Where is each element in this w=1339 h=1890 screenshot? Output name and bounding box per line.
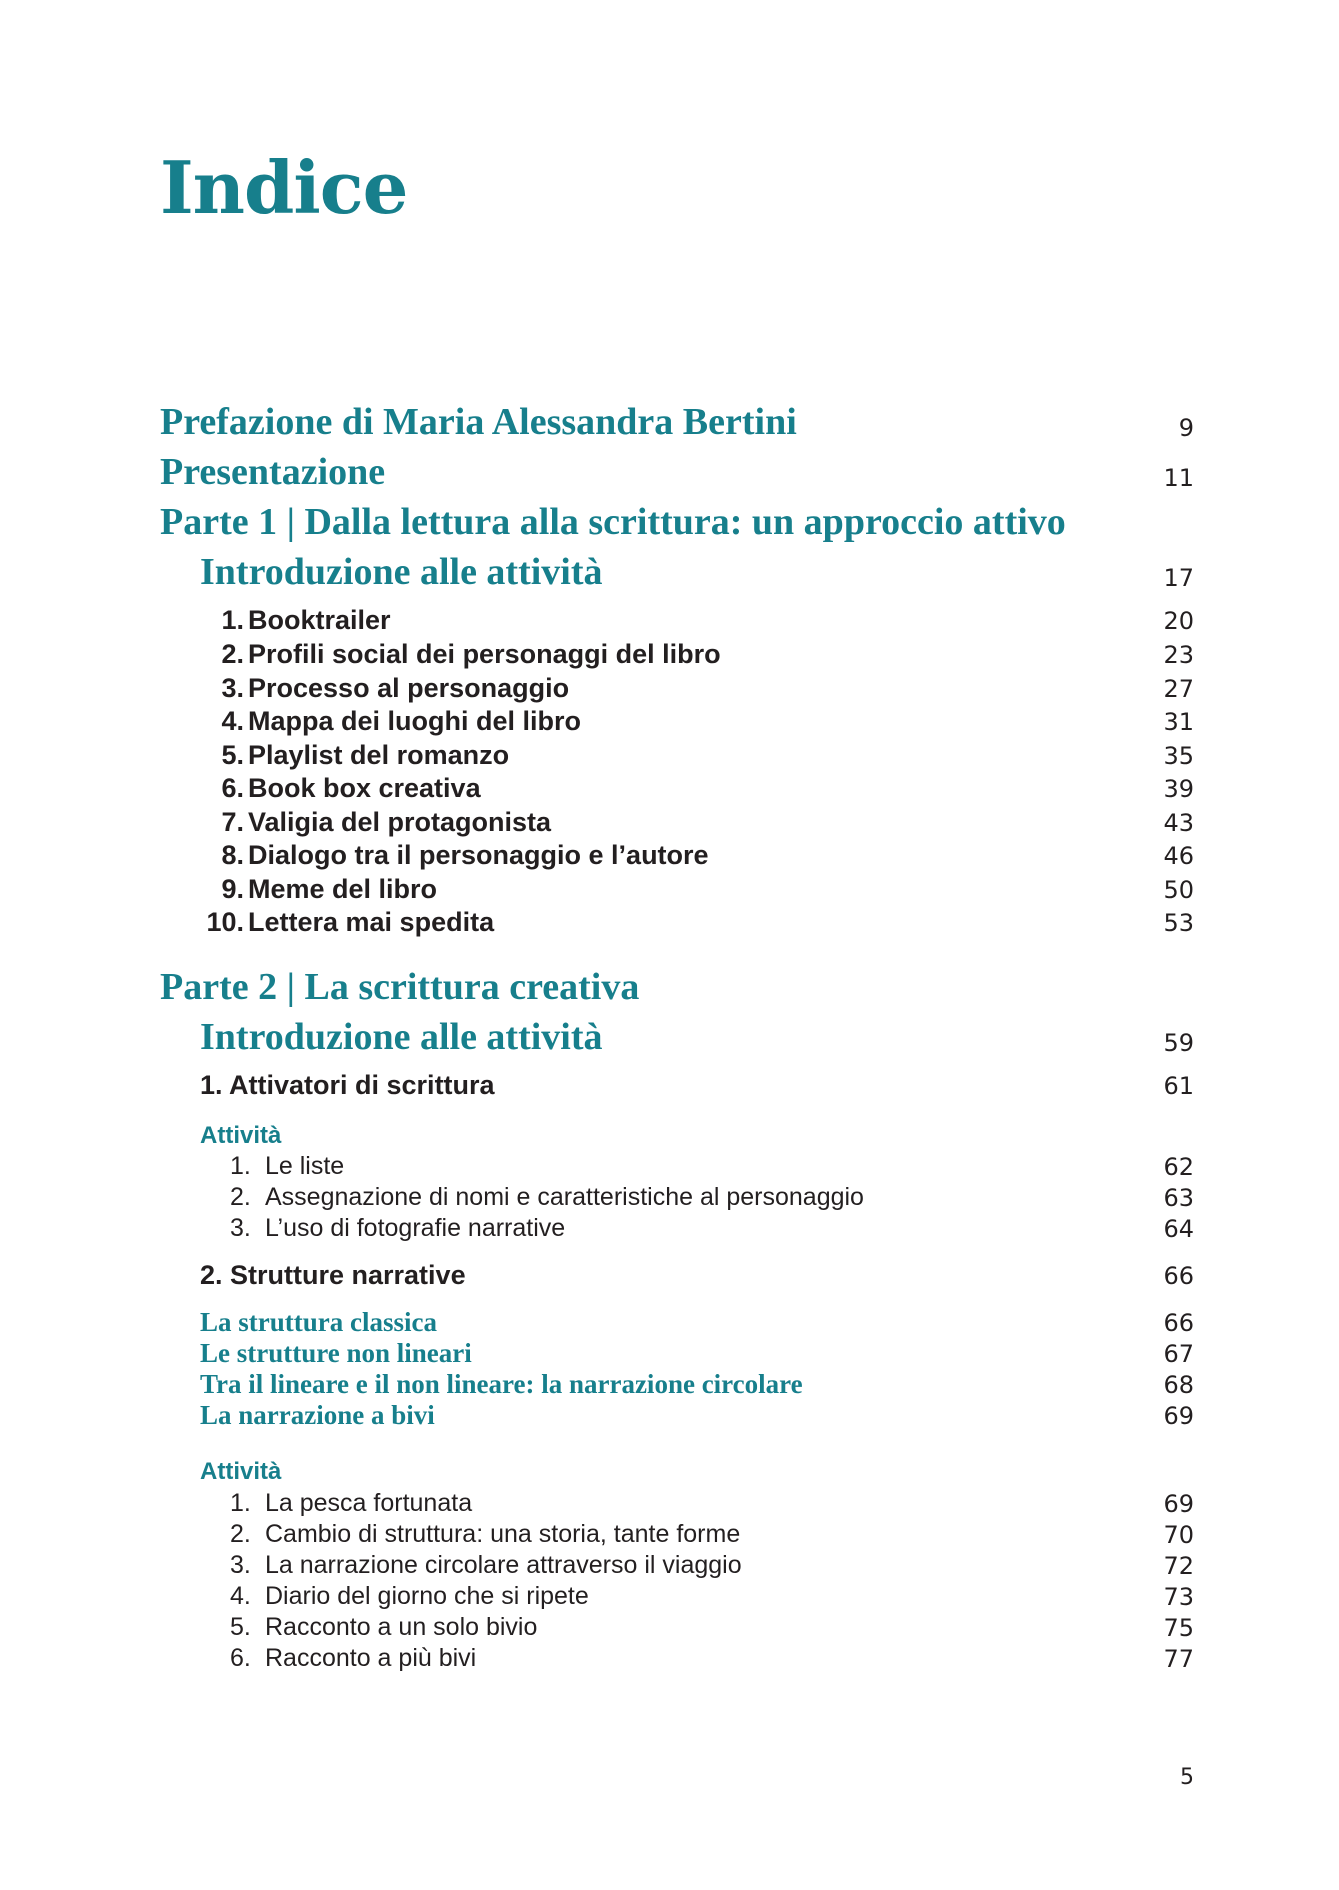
toc-item-page: 20 — [1163, 607, 1194, 635]
toc-item-number: 7. — [221, 807, 244, 837]
toc-item-number: 6. — [221, 773, 244, 803]
activity-page: 64 — [1163, 1215, 1194, 1243]
toc-item-page: 43 — [1163, 809, 1194, 837]
toc-item-label: Valigia del protagonista — [248, 807, 552, 837]
subsection-label: La struttura classica — [200, 1307, 437, 1337]
toc-item-page: 39 — [1163, 775, 1194, 803]
toc-item-label: Processo al personaggio — [248, 673, 570, 703]
toc-item-page: 31 — [1163, 708, 1194, 736]
activity-label: Cambio di struttura: una storia, tante forme — [265, 1520, 741, 1548]
toc-entry-page: 9 — [1178, 414, 1194, 442]
activity-page: 77 — [1163, 1645, 1194, 1673]
toc-entry-label: Prefazione di Maria Alessandra Bertini — [160, 401, 797, 443]
subsection-label: Le strutture non lineari — [200, 1338, 472, 1368]
toc-item-page: 27 — [1163, 675, 1194, 703]
toc-item-label: Mappa dei luoghi del libro — [248, 706, 582, 736]
toc-item-page: 53 — [1163, 909, 1194, 937]
activity-number: 1. — [230, 1489, 251, 1517]
toc-part-label: Parte 2 | La scrittura creativa — [160, 966, 640, 1008]
toc-section-label: 1. Attivatori di scrittura — [200, 1070, 495, 1100]
activity-number: 3. — [230, 1551, 251, 1579]
subsection-page: 67 — [1163, 1340, 1194, 1368]
toc-item-label: Profili social dei personaggi del libro — [248, 639, 721, 669]
toc-entry-page: 59 — [1163, 1029, 1194, 1057]
activity-label: La narrazione circolare attraverso il viaggio — [265, 1551, 742, 1579]
activity-label: Le liste — [265, 1152, 345, 1180]
activity-label: Racconto a un solo bivio — [265, 1613, 538, 1641]
toc-item-label: Booktrailer — [248, 605, 391, 635]
subsection-page: 68 — [1163, 1371, 1194, 1399]
toc-item-page: 50 — [1163, 876, 1194, 904]
subsection-page: 66 — [1163, 1309, 1194, 1337]
activity-page: 70 — [1163, 1521, 1194, 1549]
toc-item-number: 9. — [221, 874, 244, 904]
activity-label: Assegnazione di nomi e caratteristiche al personaggio — [265, 1183, 864, 1211]
toc-section-page: 61 — [1163, 1072, 1194, 1100]
toc-entry-label: Presentazione — [160, 451, 386, 493]
toc-item-number: 3. — [221, 673, 244, 703]
subsection-page: 69 — [1163, 1402, 1194, 1430]
activity-heading: Attività — [200, 1458, 282, 1485]
subsection-label: La narrazione a bivi — [200, 1400, 435, 1430]
toc-item-page: 35 — [1163, 742, 1194, 770]
activity-label: L’uso di fotografie narrative — [265, 1214, 566, 1242]
activity-number: 2. — [230, 1520, 251, 1548]
toc-item-page: 46 — [1163, 842, 1194, 870]
activity-page: 75 — [1163, 1614, 1194, 1642]
toc-part-label: Parte 1 | Dalla lettura alla scrittura: un approccio attivo — [160, 501, 1066, 543]
activity-page: 63 — [1163, 1184, 1194, 1212]
toc-item-number: 4. — [221, 706, 244, 736]
activity-page: 72 — [1163, 1552, 1194, 1580]
activity-page: 69 — [1163, 1490, 1194, 1518]
activity-label: Diario del giorno che si ripete — [265, 1582, 589, 1610]
toc-item-number: 1. — [221, 605, 244, 635]
toc-section-label: 2. Strutture narrative — [200, 1260, 466, 1290]
page-title: Indice — [160, 145, 408, 230]
activity-number: 3. — [230, 1214, 251, 1242]
toc-item-label: Meme del libro — [248, 874, 438, 904]
toc-item-label: Lettera mai spedita — [248, 907, 495, 937]
toc-entry-label: Introduzione alle attività — [200, 551, 603, 593]
toc-item-page: 23 — [1163, 641, 1194, 669]
toc-entry-label: Introduzione alle attività — [200, 1016, 603, 1058]
activity-number: 6. — [230, 1644, 251, 1672]
toc-item-number: 10. — [206, 907, 244, 937]
activity-number: 4. — [230, 1582, 251, 1610]
activity-label: La pesca fortunata — [265, 1489, 473, 1517]
toc-entry-page: 17 — [1163, 564, 1194, 592]
toc-section-page: 66 — [1163, 1262, 1194, 1290]
activity-number: 1. — [230, 1152, 251, 1180]
activity-page: 62 — [1163, 1153, 1194, 1181]
toc-item-number: 5. — [221, 740, 244, 770]
toc-item-label: Playlist del romanzo — [248, 740, 510, 770]
activity-number: 2. — [230, 1183, 251, 1211]
toc-item-number: 8. — [221, 840, 244, 870]
page-number: 5 — [1180, 1765, 1194, 1790]
subsection-label: Tra il lineare e il non lineare: la narrazione circolare — [200, 1369, 803, 1399]
toc-item-label: Dialogo tra il personaggio e l’autore — [248, 840, 709, 870]
activity-heading: Attività — [200, 1122, 282, 1149]
toc-item-label: Book box creativa — [248, 773, 481, 803]
toc-entry-page: 11 — [1163, 464, 1194, 492]
toc-item-number: 2. — [221, 639, 244, 669]
activity-page: 73 — [1163, 1583, 1194, 1611]
activity-label: Racconto a più bivi — [265, 1644, 477, 1672]
activity-number: 5. — [230, 1613, 251, 1641]
